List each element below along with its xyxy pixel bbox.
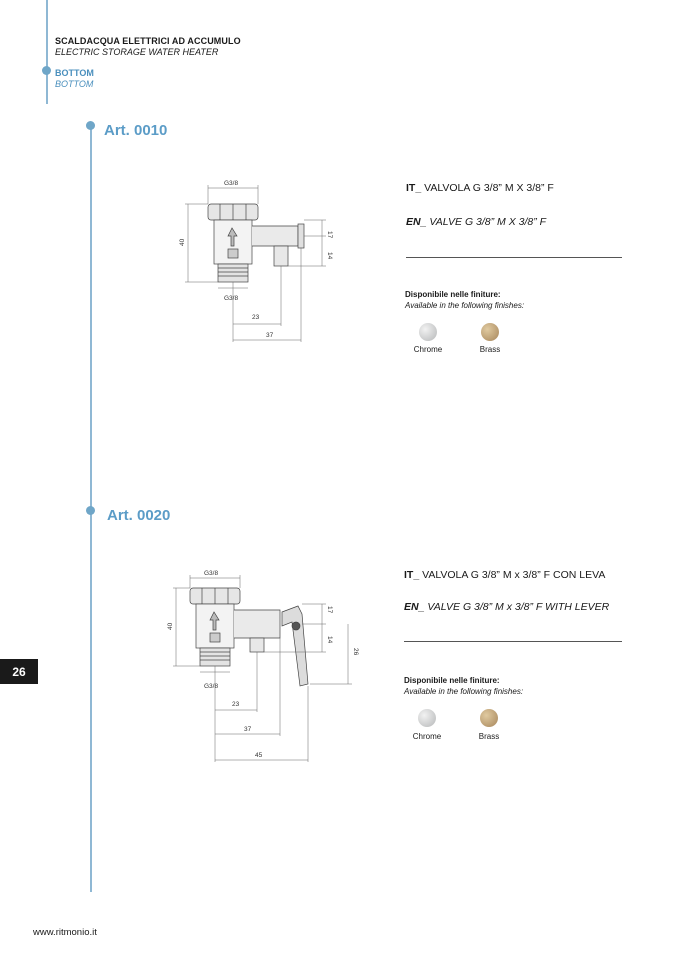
product-1-brass-label: Brass [479, 345, 501, 354]
product-1-divider [406, 257, 622, 258]
product-1-title: Art. 0010 [104, 122, 168, 139]
page-number: 26 [0, 659, 38, 684]
product-1-available-title: Disponibile nelle finiture: [405, 290, 501, 299]
p1-it-text: VALVOLA G 3/8” M X 3/8” F [421, 182, 554, 194]
p2-dim-14: 14 [326, 636, 333, 644]
product-2-available-sub: Available in the following finishes: [404, 687, 524, 696]
product-2-available-title: Disponibile nelle finiture: [404, 676, 500, 685]
header-title: SCALDACQUA ELETTRICI AD ACCUMULO [55, 36, 241, 46]
p1-dim-14: 14 [326, 252, 333, 260]
p1-dim-bottom: G3/8 [224, 295, 239, 302]
p1-dim-23: 23 [252, 314, 260, 321]
header-vertical-line [46, 0, 48, 104]
p2-dim-top: G3/8 [204, 570, 219, 577]
product-1-available-sub: Available in the following finishes: [405, 301, 525, 310]
section-title: BOTTOM [55, 68, 94, 78]
product-2-dot [86, 506, 95, 515]
product-2-drawing [162, 566, 357, 764]
p1-dim-37: 37 [266, 332, 274, 339]
p2-en-text: VALVE G 3/8” M x 3/8” F WITH LEVER [424, 601, 610, 613]
p2-it-prefix: IT_ [404, 569, 420, 581]
p2-dim-bottom: G3/8 [204, 683, 219, 690]
product-2-brass-label: Brass [478, 732, 500, 741]
p2-it-text: VALVOLA G 3/8” M x 3/8” F CON LEVA [419, 569, 606, 581]
section-subtitle: BOTTOM [55, 79, 94, 89]
product-2-title: Art. 0020 [107, 507, 171, 524]
p2-dim-23: 23 [232, 701, 240, 708]
p1-en-text: VALVE G 3/8” M X 3/8” F [426, 216, 547, 228]
product-2-en-desc [404, 601, 609, 613]
footer-url[interactable]: www.ritmonio.it [33, 927, 97, 938]
product-1-chrome-label: Chrome [413, 345, 443, 354]
section-dot [42, 66, 51, 75]
product-1-en-desc [406, 216, 546, 228]
product-2-divider [404, 641, 622, 642]
product-1-brass-swatch [481, 323, 499, 341]
p2-dim-45: 45 [255, 752, 263, 759]
product-2-it-desc [404, 569, 605, 581]
product-2-brass-swatch [480, 709, 498, 727]
product-1-dot [86, 121, 95, 130]
p2-dim-height: 40 [167, 622, 174, 630]
p2-dim-17: 17 [326, 606, 333, 614]
p1-dim-17: 17 [326, 231, 333, 239]
product-2-chrome-label: Chrome [412, 732, 442, 741]
p1-dim-height: 40 [179, 238, 186, 246]
p1-dim-top: G3/8 [224, 180, 239, 187]
p1-en-prefix: EN_ [406, 216, 427, 228]
p1-it-prefix: IT_ [406, 182, 422, 194]
p2-en-prefix: EN_ [404, 601, 425, 613]
product-1-chrome-swatch [419, 323, 437, 341]
product-2-chrome-swatch [418, 709, 436, 727]
product-1-it-desc [406, 182, 554, 194]
p2-dim-26: 26 [352, 648, 359, 656]
header-subtitle: ELECTRIC STORAGE WATER HEATER [55, 47, 219, 57]
product-1-drawing [170, 176, 345, 346]
p2-dim-37: 37 [244, 726, 252, 733]
